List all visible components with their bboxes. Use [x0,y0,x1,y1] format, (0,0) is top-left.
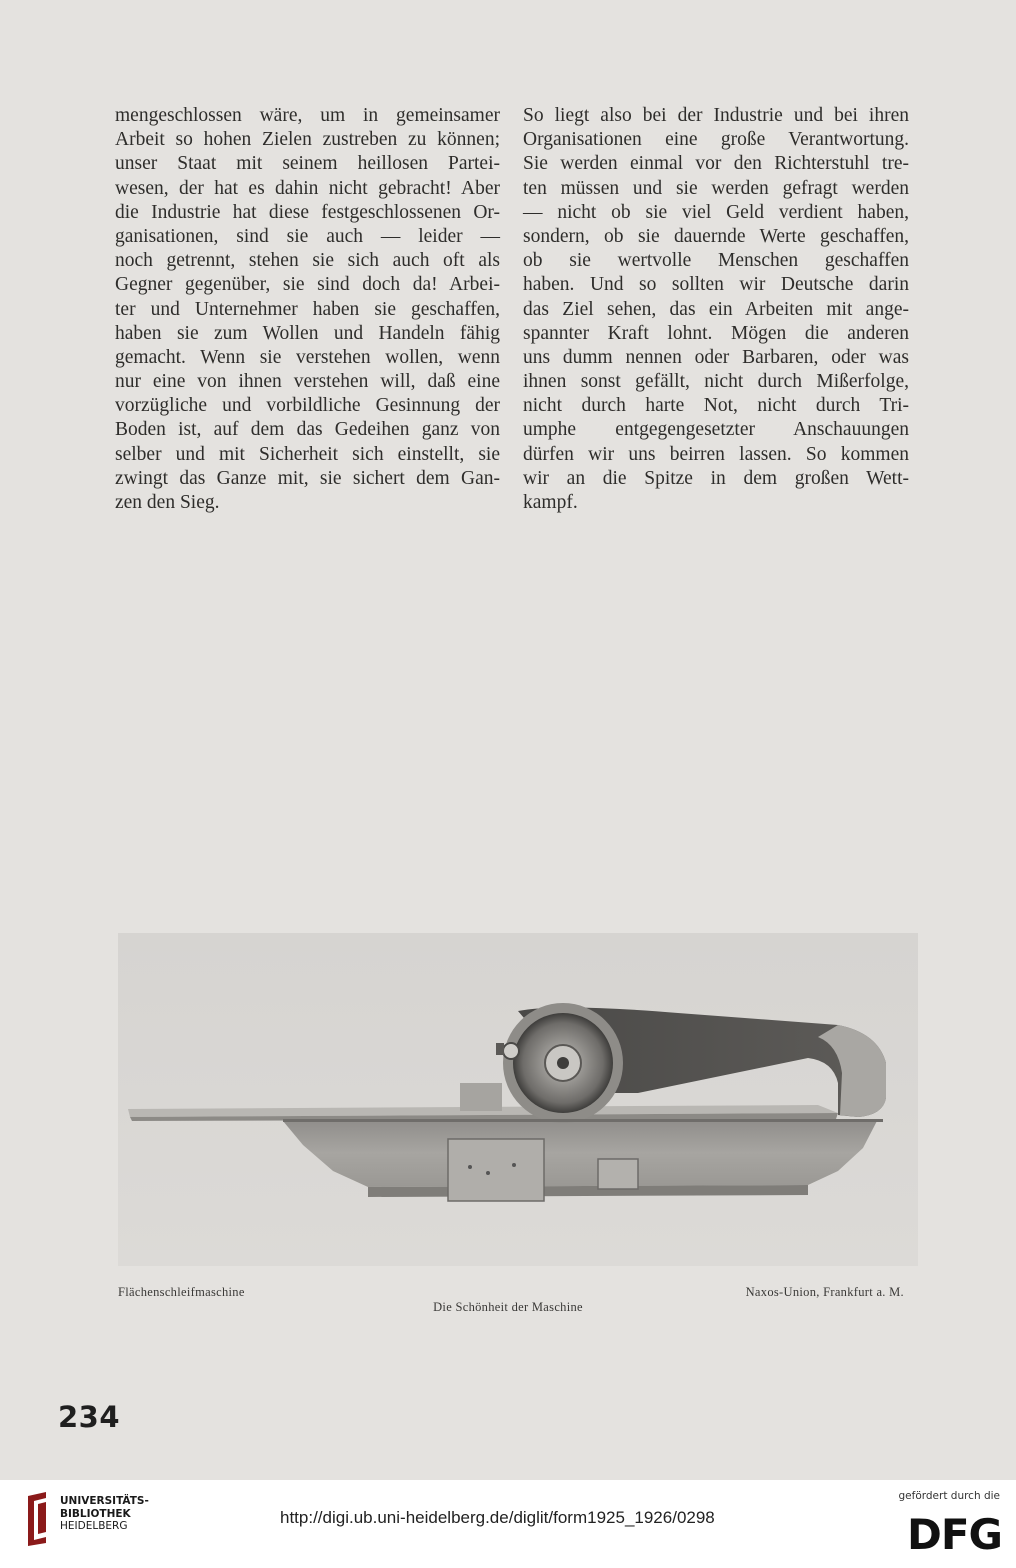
right-text-column [523,104,909,515]
text-line: gemacht. Wenn sie verstehen wollen, wenn [115,346,500,368]
library-logo-icon [22,1492,52,1546]
text-line: ganisationen, sind sie auch — leider — [115,225,500,247]
surface-grinder-illustration [118,933,918,1266]
text-line: Boden ist, auf dem das Gedeihen ganz von [115,419,500,441]
text-line: wir an die Spitze in dem großen Wett- [523,467,909,489]
library-name-line: BIBLIOTHEK [60,1507,131,1520]
left-text-column [115,104,500,515]
machine-photo [118,933,918,1266]
text-line: Arbeit so hohen Zielen zustreben zu können; [115,129,500,151]
text-line: ten müssen und sie werden gefragt werden [523,177,909,199]
text-line: dürfen wir uns beirren lassen. So kommen [523,443,909,465]
funder-note: gefördert durch die [898,1490,1000,1502]
library-name-line: HEIDELBERG [60,1520,128,1532]
text-line: sondern, ob sie dauernde Werte geschaffen, [523,225,909,247]
text-line: noch getrennt, stehen sie sich auch oft als [115,250,500,272]
text-line: selber und mit Sicherheit sich einstellt, sie [115,443,500,465]
dfg-logo: DFG [906,1510,1002,1559]
text-line: vorzügliche und vorbildliche Gesinnung der [115,395,500,417]
text-line: zen den Sieg. [115,492,220,513]
text-line: zwingt das Ganze mit, sie sichert dem Gan- [115,467,500,489]
text-line: mengeschlossen wäre, um in gemeinsamer [115,105,500,126]
text-line: Gegner gegenüber, sie sind doch da! Arbei- [115,274,500,296]
text-line: uns dumm nennen oder Barbaren, oder was [523,346,909,368]
text-line: die Industrie hat diese festgeschlossenen Or- [115,201,500,223]
text-line: umphe entgegengesetzter Anschauungen [523,419,909,441]
text-line: ob sie wertvolle Menschen geschaffen [523,250,909,272]
digitization-footer [0,1480,1016,1568]
text-line: das Ziel sehen, das ein Arbeiten mit ange- [523,298,909,320]
library-name-line: UNIVERSITÄTS- [60,1495,149,1507]
figure-caption-left: Flächenschleifmaschine [118,1285,245,1299]
figure-caption-right: Naxos-Union, Frankfurt a. M. [745,1285,904,1299]
text-line: unser Staat mit seinem heillosen Partei- [115,153,500,175]
text-line: haben. Und so sollten wir Deutsche darin [523,274,909,296]
text-line: ihnen sonst gefällt, nicht durch Mißerfolge, [523,371,909,393]
text-line: ter und Unternehmer haben sie geschaffen, [115,298,500,320]
text-line: So liegt also bei der Industrie und bei ihren [523,105,909,126]
text-line: nicht durch harte Not, nicht durch Tri- [523,395,909,417]
library-name [60,1495,149,1533]
text-line: haben sie zum Wollen und Handeln fähig [115,322,500,344]
permalink-url[interactable]: http://digi.ub.uni-heidelberg.de/diglit/form1925_1926/0298 [280,1508,715,1527]
text-line: kampf. [523,492,578,513]
figure-caption-center: Die Schönheit der Maschine [433,1300,583,1314]
text-line: nur eine von ihnen verstehen will, daß eine [115,371,500,393]
text-line: wesen, der hat es dahin nicht gebracht! Aber [115,177,500,199]
page-number: 234 [58,1400,121,1434]
text-line: Sie werden einmal vor den Richterstuhl tre- [523,153,909,175]
text-line: Organisationen eine große Verantwortung. [523,129,909,151]
text-line: spannter Kraft lohnt. Mögen die anderen [523,322,909,344]
text-line: — nicht ob sie viel Geld verdient haben, [523,201,909,223]
